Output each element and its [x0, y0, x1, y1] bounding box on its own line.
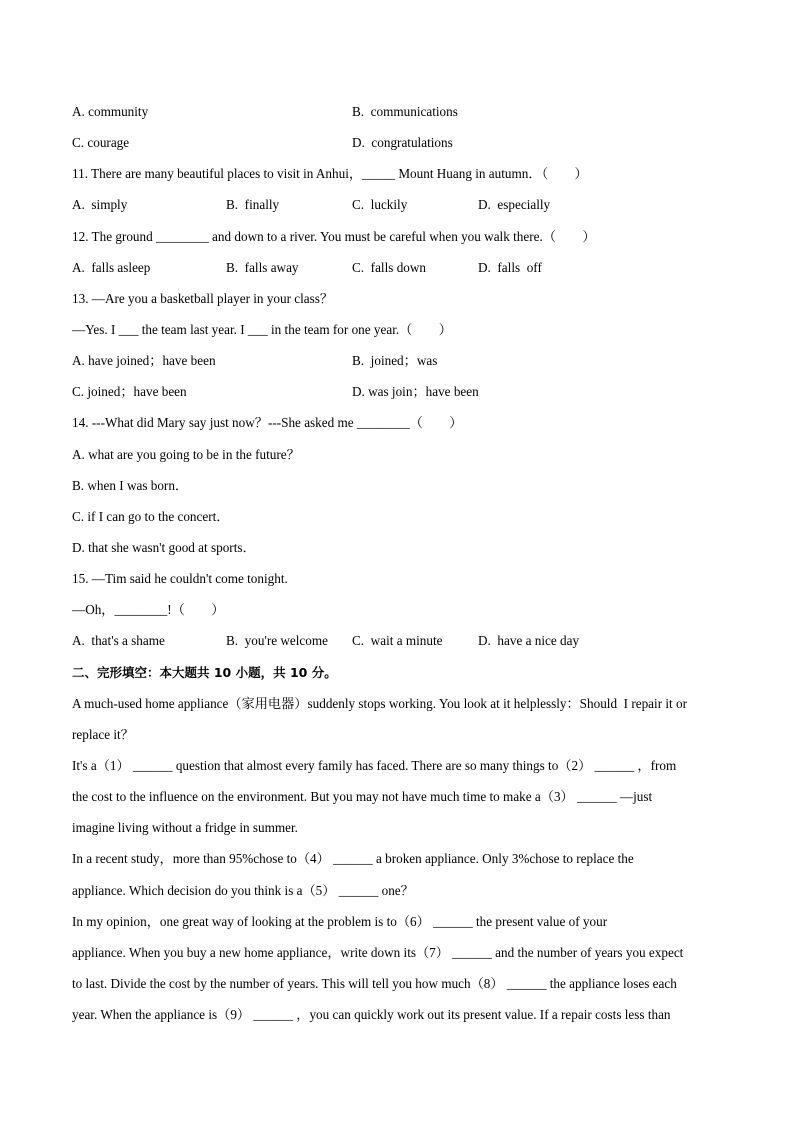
- passage-line: appliance. When you buy a new home appliance，write down its（7） ______ and the number of years you expect: [72, 944, 684, 960]
- question-stem: 15. —Tim said he couldn't come tonight.: [72, 571, 288, 587]
- option-c[interactable]: C. joined；have been: [72, 384, 187, 400]
- option-c[interactable]: C. courage: [72, 135, 130, 151]
- option-c[interactable]: C. luckily: [352, 197, 408, 213]
- passage-line: to last. Divide the cost by the number of years. This will tell you how much（8） ______ the appliance loses each: [72, 975, 677, 991]
- option-b[interactable]: B. when I was born．: [72, 477, 189, 493]
- option-c[interactable]: C. wait a minute: [352, 633, 443, 649]
- question-stem-continued: —Oh，________!（ ）: [72, 602, 225, 618]
- option-d[interactable]: D. falls off: [478, 259, 542, 275]
- option-d[interactable]: D. especially: [478, 197, 551, 213]
- option-row: [72, 193, 732, 224]
- option-a[interactable]: A. community: [72, 104, 149, 119]
- passage-line: It's a（1） ______ question that almost every family has faced. There are so many things to（2） ______ ，from: [72, 757, 677, 773]
- passage-line: year. When the appliance is（9） ______ ，you can quickly work out its present value. If a repair costs less than: [72, 1007, 671, 1023]
- passage-line: In a recent study，more than 95%chose to（4） ______ a broken appliance. Only 3%chose to replace the: [72, 851, 634, 867]
- option-row: [72, 380, 732, 411]
- option-a[interactable]: A. what are you going to be in the future？: [72, 446, 300, 462]
- option-row: [72, 100, 732, 131]
- option-b[interactable]: B. finally: [226, 197, 280, 213]
- passage-line: imagine living without a fridge in summer.: [72, 820, 298, 836]
- passage-line: A much-used home appliance（家用电器）suddenly stops working. You look at it helplessly：Should I repair it or: [72, 695, 687, 711]
- option-d[interactable]: D. have a nice day: [478, 633, 580, 649]
- option-a[interactable]: A. falls asleep: [72, 259, 151, 275]
- option-b[interactable]: B. communications: [352, 104, 458, 119]
- option-row: [72, 349, 732, 380]
- option-b[interactable]: B. falls away: [226, 259, 299, 275]
- question-stem: 11. There are many beautiful places to visit in Anhui，_____ Mount Huang in autumn．（ ）: [72, 166, 588, 182]
- passage-line: appliance. Which decision do you think is a（5） ______ one？: [72, 882, 414, 898]
- passage-line: In my opinion，one great way of looking at the problem is to（6） ______ the present value of your: [72, 913, 608, 929]
- question-stem-continued: —Yes. I ___ the team last year. I ___ in the team for one year.（ ）: [72, 321, 452, 337]
- question-stem: 12. The ground ________ and down to a river. You must be careful when you walk there.（ ）: [72, 228, 596, 244]
- option-c[interactable]: C. falls down: [352, 259, 426, 275]
- option-d[interactable]: D. was join；have been: [352, 384, 479, 400]
- option-row: [72, 131, 732, 162]
- option-row: [72, 256, 732, 287]
- passage-line: the cost to the influence on the environment. But you may not have much time to make a（3） ______ —just: [72, 789, 653, 805]
- section-heading: 二、完形填空：本大题共 10 小题，共 10 分。: [72, 664, 337, 680]
- option-a[interactable]: A. that's a shame: [72, 633, 165, 649]
- option-d[interactable]: D. that she wasn't good at sports．: [72, 539, 256, 555]
- question-stem: 13. —Are you a basketball player in your class？: [72, 290, 334, 306]
- option-d[interactable]: D. congratulations: [352, 135, 453, 151]
- option-c[interactable]: C. if I can go to the concert．: [72, 508, 230, 524]
- passage-line: replace it？: [72, 726, 134, 742]
- option-a[interactable]: A. simply: [72, 197, 128, 213]
- option-a[interactable]: A. have joined；have been: [72, 353, 216, 369]
- option-b[interactable]: B. joined；was: [352, 353, 438, 369]
- option-b[interactable]: B. you're welcome: [226, 633, 328, 649]
- option-row: [72, 629, 732, 660]
- exam-page: [72, 100, 732, 1034]
- question-stem: 14. ---What did Mary say just now？---She asked me ________（ ）: [72, 415, 463, 431]
